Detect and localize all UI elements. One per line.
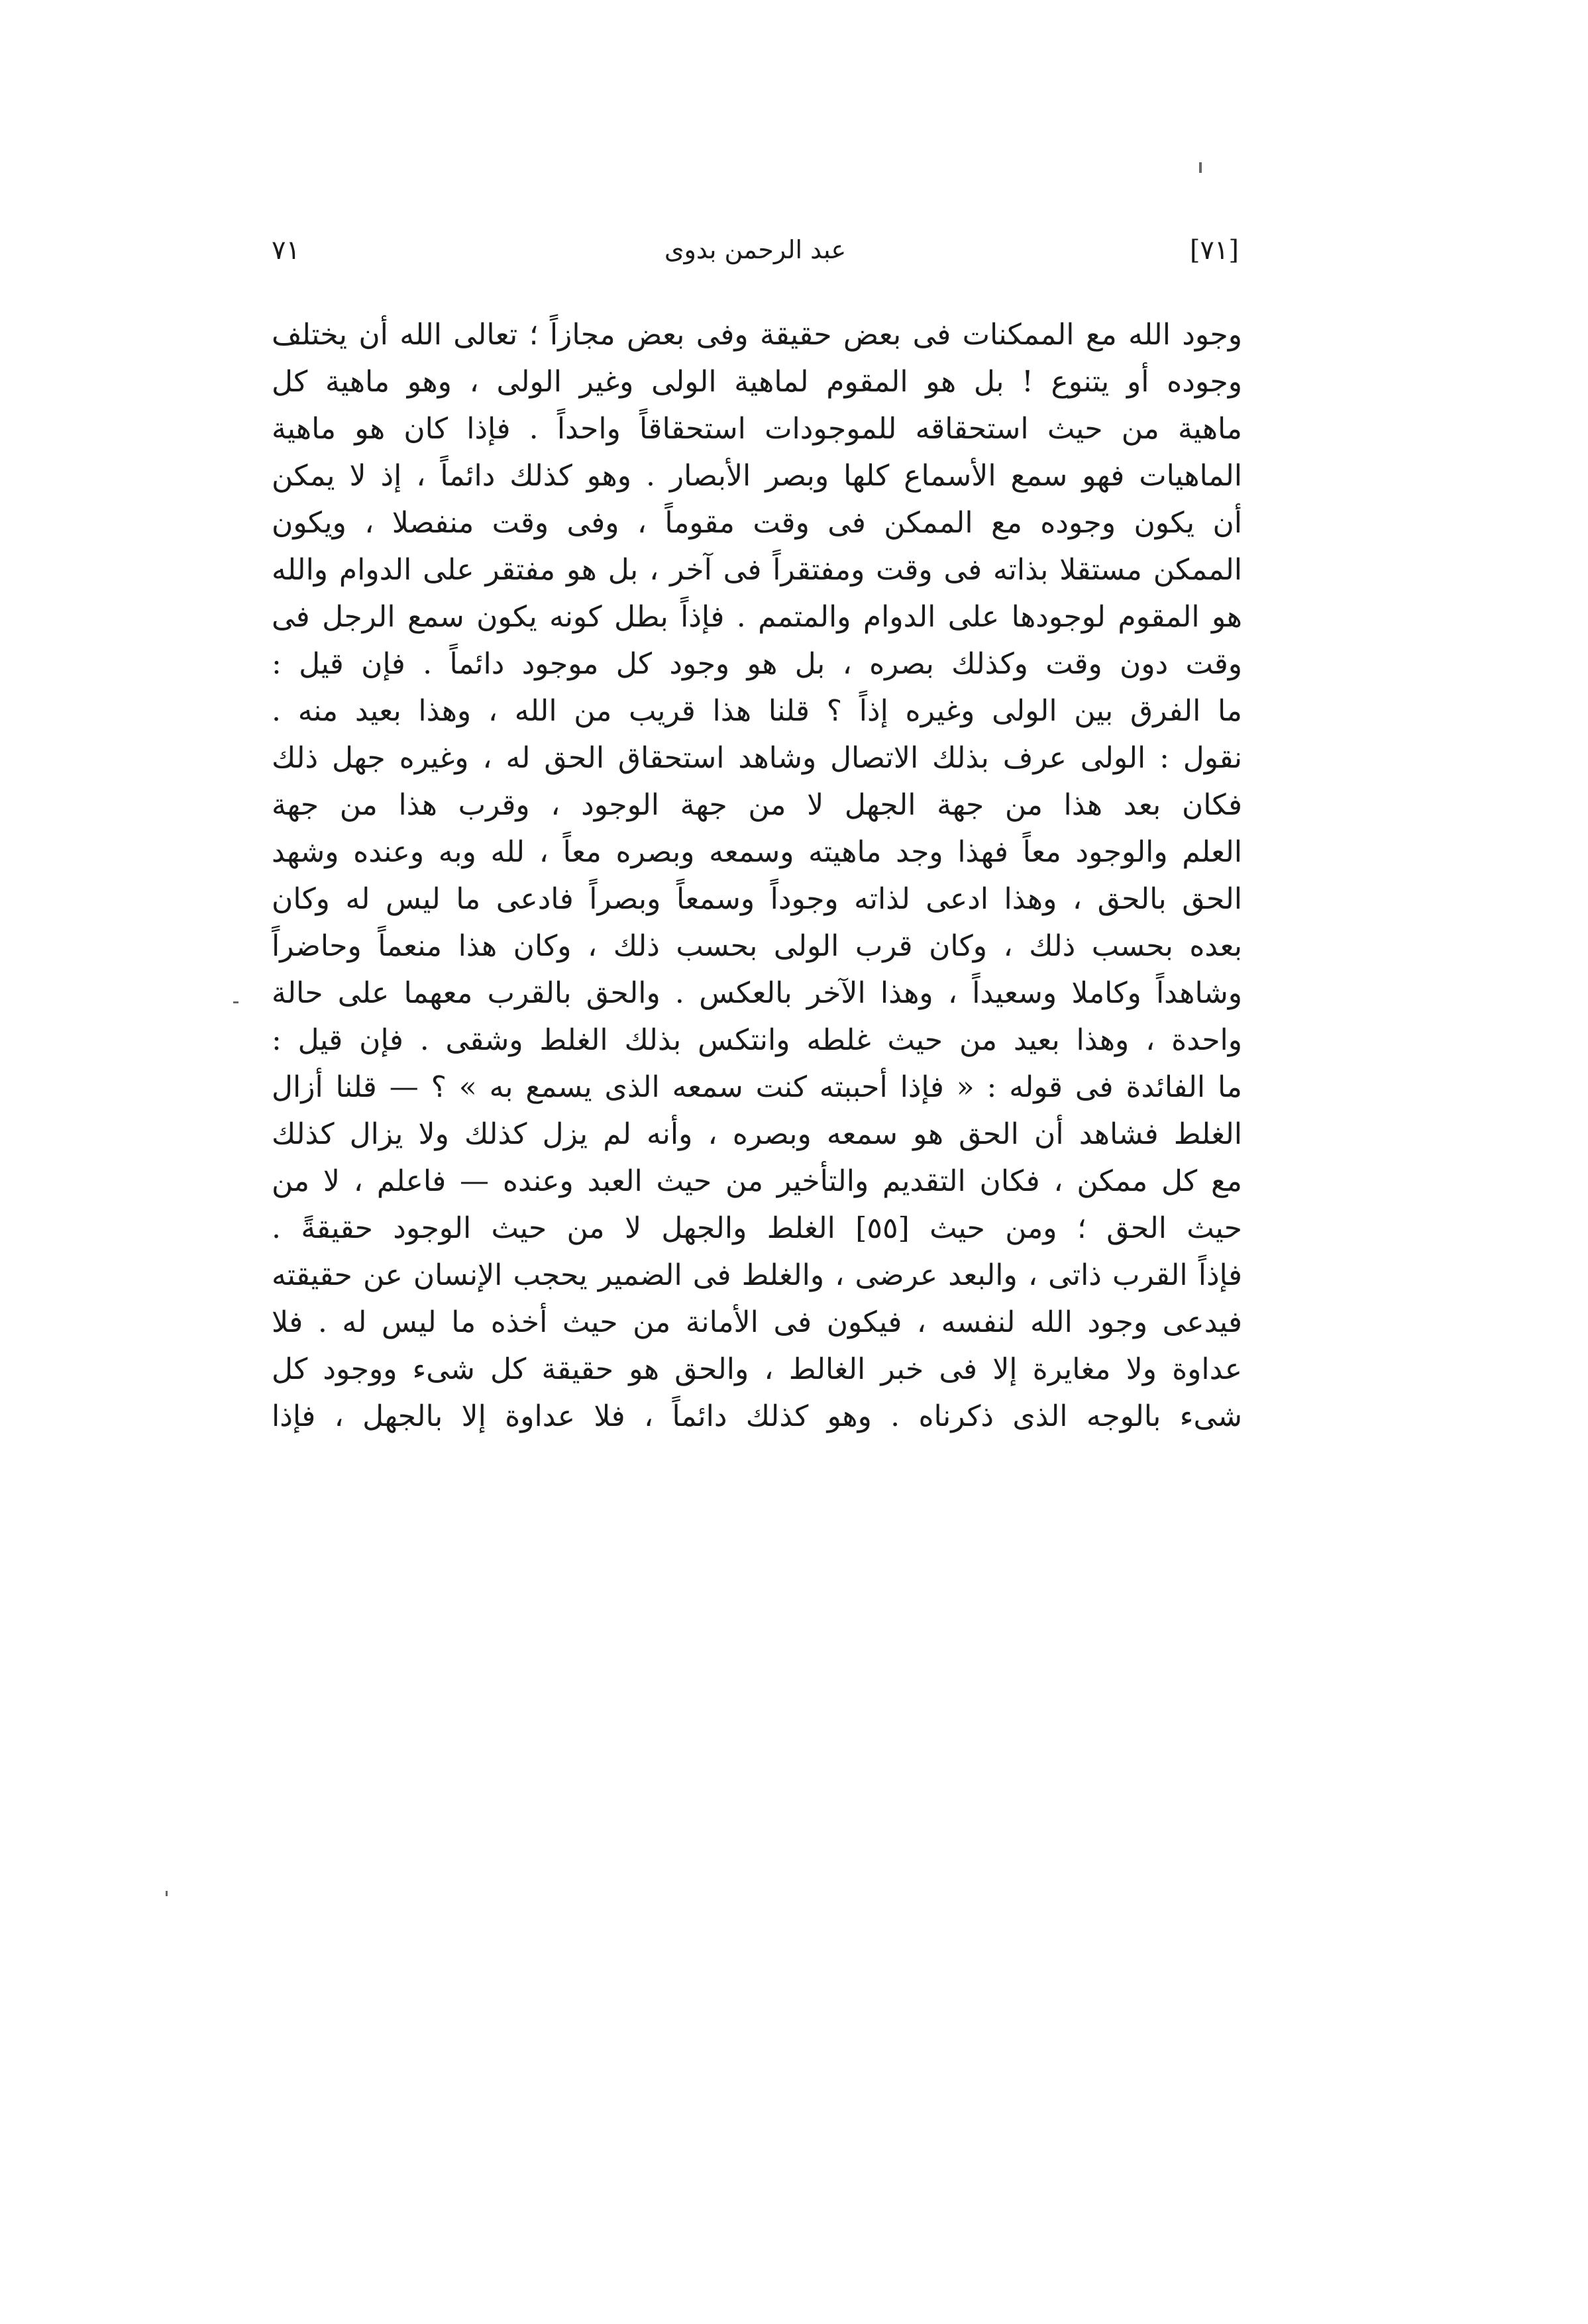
text-line: عداوة ولا مغايرة إلا فى خبر الغالط ، والحق هو حقيقة كل شىء ووجود كل [272,1352,1242,1386]
text-line: وجود الله مع الممكنات فى بعض حقيقة وفى بعض مجازاً ؛ تعالى الله أن يختلف [272,318,1242,352]
scan-speck [166,1891,168,1896]
scan-speck [1199,162,1202,173]
text-line: بعده بحسب ذلك ، وكان قرب الولى بحسب ذلك ، وكان هذا منعماً وحاضراً [272,929,1242,963]
text-line: فكان بعد هذا من جهة الجهل لا من جهة الوجود ، وقرب هذا من جهة [272,788,1242,822]
text-line: وشاهداً وكاملا وسعيداً ، وهذا الآخر بالعكس . والحق بالقرب معهما على حالة [272,976,1242,1010]
text-line: مع كل ممكن ، فكان التقديم والتأخير من حيث العبد وعنده — فاعلم ، لا من [272,1164,1242,1198]
text-line: الحق بالحق ، وهذا ادعى لذاته وجوداً وسمعاً وبصراً فادعى ما ليس له وكان [272,882,1242,916]
text-line: حيث الحق ؛ ومن حيث [٥٥] الغلط والجهل لا من حيث الوجود حقيقةً . [272,1211,1242,1245]
author-name: عبد الرحمن بدوى [664,235,847,264]
text-line: الماهيات فهو سمع الأسماع كلها وبصر الأبصار . وهو كذلك دائماً ، إذ لا يمكن [272,459,1242,493]
text-line: هو المقوم لوجودها على الدوام والمتمم . فإذاً بطل كونه يكون سمع الرجل فى [272,600,1242,634]
text-line: واحدة ، وهذا بعيد من حيث غلطه وانتكس بذلك الغلط وشقى . فإن قيل : [272,1023,1242,1057]
text-line: العلم والوجود معاً فهذا وجد ماهيته وسمعه وبصره معاً ، لله وبه وعنده وشهد [272,835,1242,869]
running-header [272,235,1239,281]
body-text [272,311,1242,1440]
text-line: فيدعى وجود الله لنفسه ، فيكون فى الأمانة من حيث أخذه ما ليس له . فلا [272,1305,1242,1339]
page-reference: [٧١] [1189,235,1239,266]
text-line: فإذاً القرب ذاتى ، والبعد عرضى ، والغلط فى الضمير يحجب الإنسان عن حقيقته [272,1258,1242,1292]
text-line: وجوده أو يتنوع ! بل هو المقوم لماهية الولى وغير الولى ، وهو ماهية كل [272,365,1242,399]
text-line: وقت دون وقت وكذلك بصره ، بل هو وجود كل موجود دائماً . فإن قيل : [272,647,1242,681]
text-line: الغلط فشاهد أن الحق هو سمعه وبصره ، وأنه لم يزل كذلك ولا يزال كذلك [272,1117,1242,1151]
text-line: نقول : الولى عرف بذلك الاتصال وشاهد استحقاق الحق له ، وغيره جهل ذلك [272,741,1242,775]
page-number: ٧١ [272,235,300,266]
scan-speck [233,1001,238,1003]
text-line: ما الفرق بين الولى وغيره إذاً ؟ قلنا هذا قريب من الله ، وهذا بعيد منه . [272,694,1242,728]
text-line: ما الفائدة فى قوله : « فإذا أحببته كنت سمعه الذى يسمع به » ؟ — قلنا أزال [272,1070,1242,1104]
text-line: الممكن مستقلا بذاته فى وقت ومفتقراً فى آخر ، بل هو مفتقر على الدوام والله [272,553,1242,587]
text-line: شىء بالوجه الذى ذكرناه . وهو كذلك دائماً ، فلا عداوة إلا بالجهل ، فإذا [272,1399,1242,1433]
text-line: أن يكون وجوده مع الممكن فى وقت مقوماً ، وفى وقت منفصلا ، ويكون [272,506,1242,540]
text-line: ماهية من حيث استحقاقه للموجودات استحقاقاً واحداً . فإذا كان هو ماهية [272,412,1242,446]
